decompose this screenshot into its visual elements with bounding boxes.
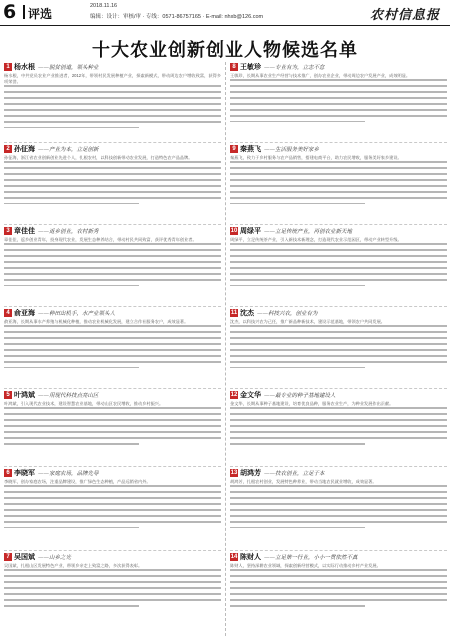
candidate-heading [4,552,221,561]
body-text-lines [230,79,447,122]
candidate-summary: 李晓军，创办家庭农场，注重品牌建设，推广绿色生态种植，产品远销省内外。 [4,479,151,484]
candidate-name: 陈财人 [240,552,261,561]
card-separator [230,142,447,143]
candidate-heading [4,62,221,71]
candidate-number-badge: 6 [4,469,12,477]
candidate-summary: 杨水根，中共党员农业产业推进者，2012年，带领村民发展种植产业，探索新模式，带动周边农户增收致富，获得多项荣誉。 [4,73,221,84]
candidate-body [230,319,447,368]
candidate-heading [230,144,447,153]
body-text-lines [230,161,447,204]
candidate-heading [4,144,221,153]
candidate-body [230,563,447,607]
candidate-number-badge: 2 [4,145,12,153]
candidate-tagline: ——返乡创业，农村新秀 [38,228,99,235]
candidate-heading [4,468,221,477]
candidate-summary: 章佳佳，返乡创业青年，投身现代农业，发展生态种养结合，带动村民共同致富，获评优秀青年创业者。 [4,237,197,242]
candidate-name: 杨水根 [14,62,35,71]
candidate-summary: 俞亚海，长期从事水产养殖与机械化种植，推动农业机械化发展，建立合作社服务农户，成效显著。 [4,319,189,324]
candidate-card [230,144,447,222]
body-text-lines [4,85,221,128]
card-separator [4,388,221,389]
candidate-summary: 周绿平，立足传统茶产业，引入新技术新理念，打造现代农业示范园区，带动产业转型升级。 [230,237,402,242]
candidate-number-badge: 10 [230,227,238,234]
editor-line: 编辑：设计：审核/审 · 专线：0571-86757165 · E-mail: nhxb@126.com [90,14,264,20]
candidate-tagline: ——立足传统产业，再创农业新天地 [264,228,353,235]
section-name: 评选 [28,7,53,21]
candidate-heading [230,308,447,317]
candidate-body [230,401,447,445]
page-header [0,0,450,26]
card-separator [4,224,221,225]
candidate-summary: 金文华，长期从事种子基地建设，培育优良品种，服务农业生产，为种业发展作出贡献。 [230,401,394,406]
candidate-tagline: ——最专业的种子基地建设人 [264,392,336,399]
card-separator [230,550,447,551]
page-number: 6 [3,1,17,23]
candidate-name: 沈杰 [240,308,254,317]
candidate-body [4,237,221,286]
candidate-number-badge: 14 [230,553,238,560]
candidate-tagline: ——脱贫创道，领头种业 [38,64,99,71]
candidate-number-badge: 3 [4,227,12,235]
candidate-tagline: ——专业有为，立志不怠 [264,64,325,71]
candidate-body [4,401,221,445]
candidate-number-badge: 12 [230,391,238,398]
candidate-number-badge: 5 [4,391,12,399]
candidate-card [230,226,447,304]
card-separator [4,466,221,467]
card-separator [230,306,447,307]
card-separator [4,550,221,551]
body-text-lines [230,325,447,368]
card-separator [4,142,221,143]
candidate-number-badge: 4 [4,309,12,317]
body-text-lines [230,485,447,528]
candidate-tagline: ——产业为本，立足创新 [38,146,99,153]
left-column [4,62,225,636]
candidate-name: 金文华 [240,390,261,399]
candidate-card [230,308,447,386]
candidate-heading [230,390,447,399]
card-separator [230,224,447,225]
candidate-name: 孙征海 [14,144,35,153]
candidate-name: 胡鸿芳 [240,468,261,477]
candidate-name: 章佳佳 [14,226,35,235]
body-text-lines [4,407,221,445]
candidate-card [4,390,221,464]
candidate-name: 周绿平 [240,226,261,235]
candidate-card [230,390,447,464]
body-text-lines [4,161,221,204]
candidate-card [230,62,447,140]
candidate-card [230,552,447,628]
candidate-heading [230,552,447,561]
main-title: 十大农业创新创业人物候选名单 [92,40,358,61]
body-text-lines [4,243,221,286]
candidate-heading [4,226,221,235]
issue-date: 2018.11.16 [90,3,118,9]
body-text-lines [4,569,221,607]
body-text-lines [4,325,221,368]
candidate-body [230,155,447,204]
candidate-summary: 秦燕飞，致力于乡村服务与农产品销售，搭建电商平台，助力农民增收，服务美好家乡建设。 [230,155,402,160]
candidate-summary: 陈财人，坚持深耕农业领域，探索创新经营模式，以实际行动推动乡村产业发展。 [230,563,381,568]
candidate-tagline: ——用现代科技点亮山区 [38,392,99,399]
candidate-number-badge: 9 [230,145,238,153]
candidate-number-badge: 1 [4,63,12,71]
candidate-name: 叶鸿斌 [14,390,35,399]
candidate-card [4,144,221,222]
candidate-name: 俞亚海 [14,308,35,317]
candidate-name: 王敏珍 [240,62,261,71]
candidate-body [4,73,221,128]
body-text-lines [230,569,447,607]
candidate-tagline: ——科技兴农，创业有为 [257,310,318,317]
right-column [225,62,446,636]
candidate-heading [4,390,221,399]
newspaper-masthead: 农村信息报 [369,8,440,23]
candidate-card [4,62,221,140]
candidate-name: 吴国斌 [14,552,35,561]
card-separator [230,388,447,389]
candidate-body [230,237,447,286]
candidate-body [230,479,447,528]
candidate-card [4,552,221,628]
candidate-heading [230,468,447,477]
body-text-lines [4,485,221,528]
candidate-body [230,73,447,122]
candidate-summary: 沈杰，以科技兴农为己任，推广新品种新技术，建设示范基地，带领农户共同发展。 [230,319,385,324]
candidate-body [4,319,221,368]
candidate-tagline: ——家庭农场，品牌先导 [38,470,99,477]
candidate-tagline: ——山乡之光 [38,554,72,561]
card-separator [230,466,447,467]
candidate-heading [4,308,221,317]
card-separator [4,306,221,307]
candidate-name: 李晓军 [14,468,35,477]
body-text-lines [230,243,447,286]
candidate-body [4,479,221,528]
candidate-number-badge: 8 [230,63,238,71]
section-divider [23,5,25,19]
candidate-body [4,155,221,204]
candidate-number-badge: 11 [230,309,238,316]
candidate-card [4,308,221,386]
candidate-summary: 吴国斌，扎根山区发展特色产业，带领乡亲走上致富之路，多次获得表彰。 [4,563,143,568]
candidate-card [4,226,221,304]
candidate-summary: 孙征海，浙江省农业创新创业先进个人，扎根农村，以科技创新带动农业发展，打造特色农产品品牌。 [4,155,193,160]
candidate-summary: 胡鸿芳，扎根农村创业，发展特色种养业，带动当地农民就业增收，成效显著。 [230,479,377,484]
candidate-tagline: ——生活服务美好家乡 [264,146,320,153]
candidate-number-badge: 7 [4,553,12,561]
candidate-name: 秦燕飞 [240,144,261,153]
candidate-body [4,563,221,607]
candidate-summary: 叶鸿斌，引入现代农业技术，建设智慧农业基地，带动山区农民增收，推动乡村振兴。 [4,401,164,406]
candidate-card [4,468,221,548]
candidate-number-badge: 13 [230,469,238,476]
candidate-tagline: ——扶农创业，立足于本 [264,470,325,477]
candidate-tagline: ——种田出机手，水产业领头人 [38,310,116,317]
candidate-card [230,468,447,548]
body-text-lines [230,407,447,445]
candidate-heading [230,226,447,235]
candidate-heading [230,62,447,71]
candidate-summary: 王敏珍，长期从事农业生产经营与技术推广，创办农业企业，带动周边农户发展产业，成效明显。 [230,73,411,78]
candidate-tagline: ——立足第一行业，小小一贯依然不真 [264,554,358,561]
